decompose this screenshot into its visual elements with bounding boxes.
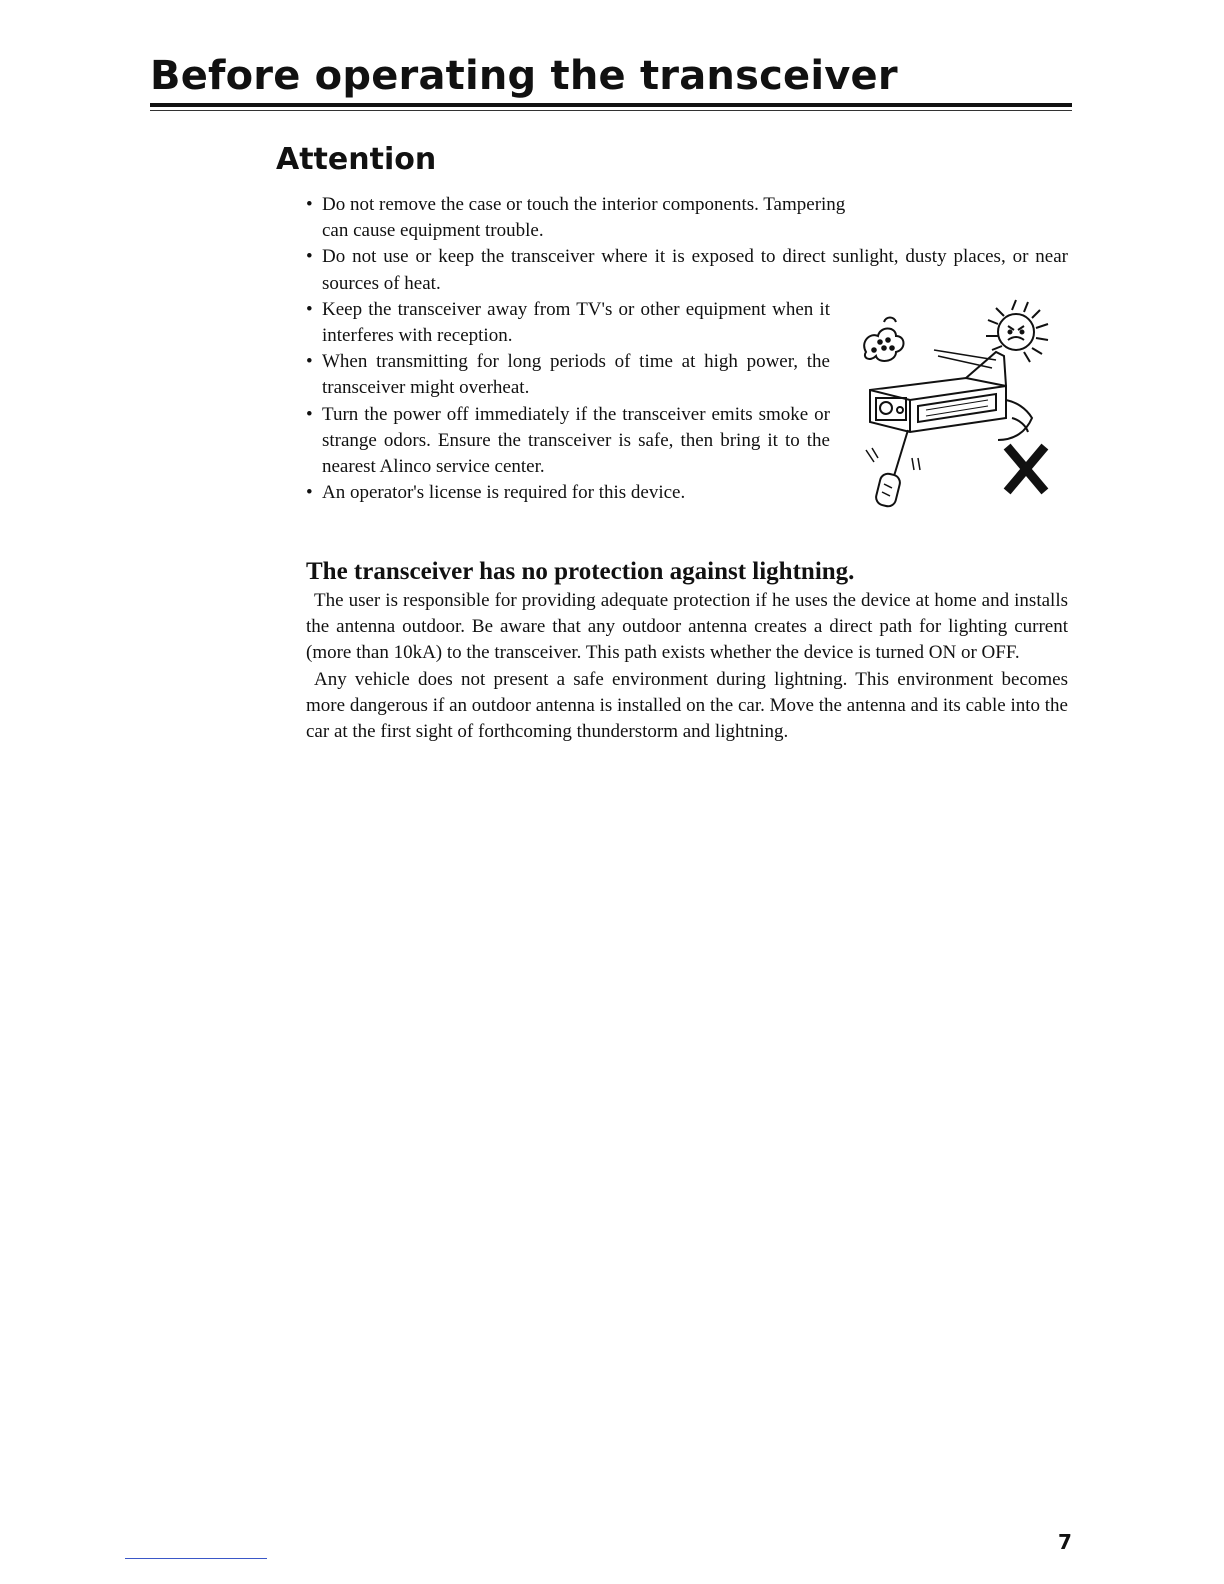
page-title: Before operating the transceiver xyxy=(150,53,898,99)
attention-heading: Attention xyxy=(276,142,437,177)
title-rule xyxy=(150,103,1072,107)
attention-item-overheat: • When transmitting for long periods of time at high power, the transceiver might overheat. xyxy=(306,349,830,401)
attention-item-sunlight: • Do not use or keep the transceiver where it is exposed to direct sunlight, dusty places, or near sources of heat. xyxy=(306,244,1068,296)
footer-rule xyxy=(125,1558,267,1559)
lightning-paragraph-1: The user is responsible for providing adequate protection if he uses the device at home and installs the antenna outdoor. Be aware that any outdoor antenna creates a direct path for lighting current (more than 10kA) to the transceiver. This path exists whether the device is turned ON or OFF. xyxy=(306,590,1068,664)
smoke-cloud-icon xyxy=(864,318,903,361)
page-number: 7 xyxy=(1058,1530,1072,1554)
title-rule-thin xyxy=(150,110,1072,111)
attention-item-case: • Do not remove the case or touch the interior components. Tampering can cause equipment trouble. xyxy=(306,192,852,244)
attention-item-license: • An operator's license is required for this device. xyxy=(306,480,830,506)
prohibited-x-icon xyxy=(1010,450,1042,488)
lightning-body xyxy=(306,588,1068,745)
lightning-paragraph-2: Any vehicle does not present a safe environment during lightning. This environment becomes more dangerous if an outdoor antenna is installed on the car. Move the antenna and its cable into the car at the first sight of forthcoming thunderstorm and lightning. xyxy=(306,668,1068,743)
screwdriver-icon xyxy=(866,430,920,508)
lightning-heading: The transceiver has no protection against lightning. xyxy=(306,558,855,585)
attention-item-tv: • Keep the transceiver away from TV's or other equipment when it interferes with reception. xyxy=(306,297,830,349)
warning-illustration xyxy=(856,290,1056,520)
transceiver-icon xyxy=(870,352,1006,432)
attention-item-smoke: • Turn the power off immediately if the transceiver emits smoke or strange odors. Ensure the transceiver is safe, then bring it to the nearest Alinco service center. xyxy=(306,402,830,481)
